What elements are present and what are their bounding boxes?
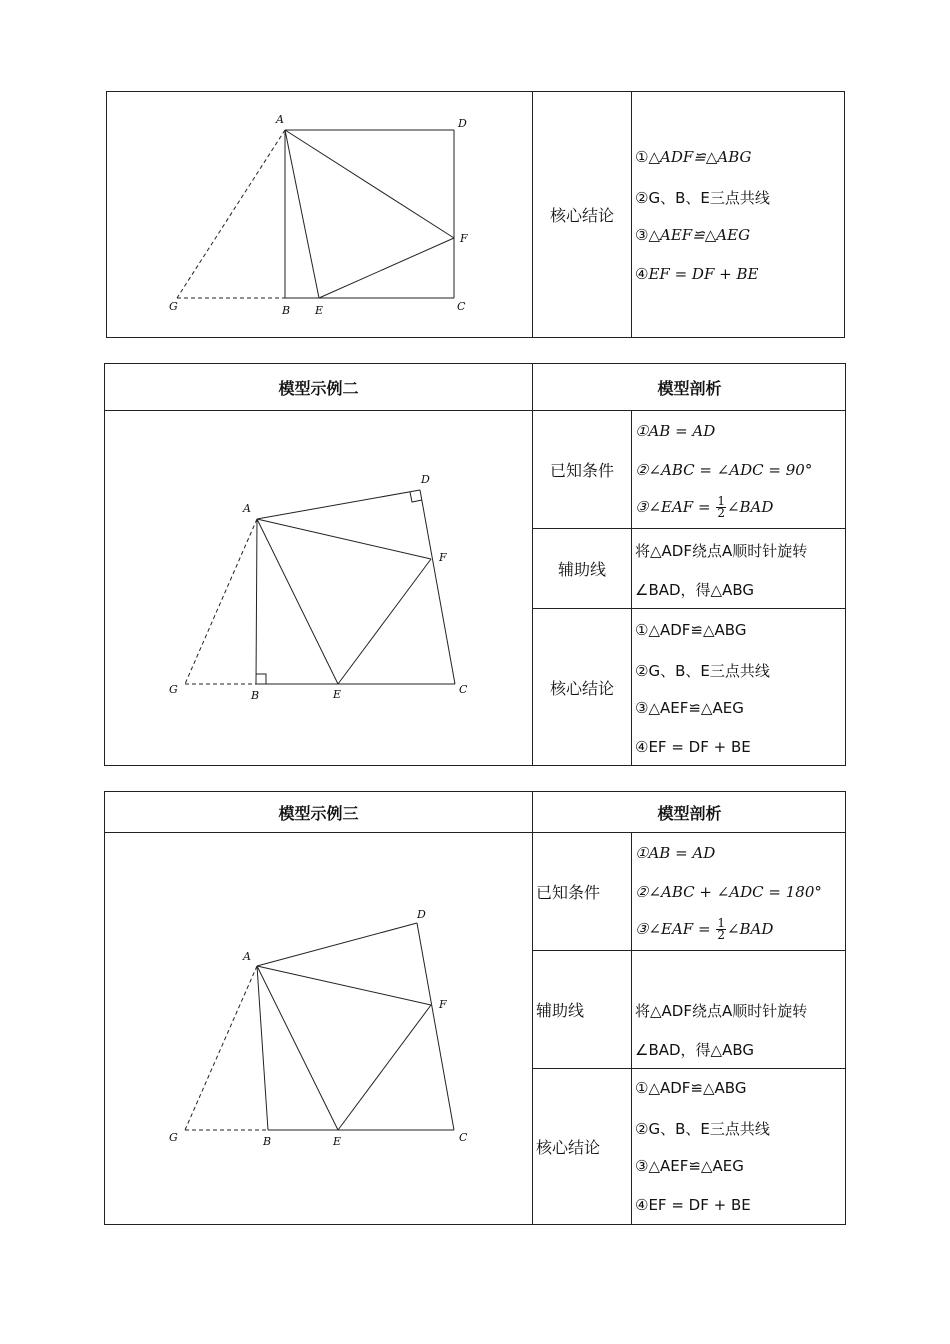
aux-label: 辅助线 <box>557 560 606 579</box>
table-3 <box>104 791 846 1225</box>
label-G: G <box>169 1131 178 1144</box>
aux-1: 将△ADF绕点A顺时针旋转 <box>635 1002 808 1020</box>
known-1: ①AB = AD <box>635 844 716 862</box>
known-label: 已知条件 <box>536 883 601 902</box>
label-A: A <box>243 950 251 963</box>
conclusion-label: 核心结论 <box>549 206 614 225</box>
aux-label: 辅助线 <box>536 1001 585 1020</box>
label-F: F <box>460 232 468 245</box>
known-3: ③∠EAF = $\frac{1}{2}$ ∠BAD <box>635 916 774 942</box>
label-C: C <box>459 683 468 696</box>
conclusion-3: ③△AEF≌△AEG <box>635 699 744 717</box>
known-list <box>635 411 845 528</box>
known-3: ③∠EAF = $\frac{1}{2}$ ∠BAD <box>635 494 774 520</box>
label-B: B <box>251 689 260 702</box>
conclusion-1: ①△ADF≌△ABG <box>635 621 747 639</box>
known-list <box>635 833 845 950</box>
label-C: C <box>457 300 466 313</box>
label-F: F <box>439 551 447 564</box>
conclusion-3: ③△AEF≌△AEG <box>635 1157 744 1175</box>
conclusion-4: ④EF = DF + BE <box>635 738 751 756</box>
conclusion-2: ②G、B、E三点共线 <box>635 1120 770 1138</box>
label-E: E <box>315 304 324 317</box>
diagram-right-angle-model <box>105 411 532 765</box>
label-A: A <box>276 113 284 126</box>
conclusion-list <box>635 609 845 765</box>
conclusion-label: 核心结论 <box>536 1138 601 1157</box>
conclusion-list <box>635 1069 845 1224</box>
label-B: B <box>282 304 291 317</box>
label-D: D <box>417 908 426 921</box>
aux-2: ∠BAD，得△ABG <box>635 1041 754 1059</box>
aux-1: 将△ADF绕点A顺时针旋转 <box>635 542 808 560</box>
conclusion-1: ①△ADF≌△ABG <box>635 148 752 166</box>
conclusion-list <box>635 92 845 337</box>
conclusion-4: ④EF = DF + BE <box>635 265 759 283</box>
conclusion-2: ②G、B、E三点共线 <box>635 662 770 680</box>
header-example: 模型示例二 <box>278 378 359 398</box>
conclusion-3: ③△AEF≌△AEG <box>635 226 751 244</box>
header-analysis: 模型剖析 <box>657 803 722 823</box>
label-G: G <box>169 300 178 313</box>
aux-list <box>635 951 845 1068</box>
label-E: E <box>333 688 342 701</box>
diagram-supplementary-model <box>105 833 532 1224</box>
aux-list <box>635 529 845 608</box>
label-F: F <box>439 998 447 1011</box>
label-A: A <box>243 502 251 515</box>
known-2: ②∠ABC = ∠ADC = 90° <box>635 461 813 479</box>
label-G: G <box>169 683 178 696</box>
label-C: C <box>459 1131 468 1144</box>
conclusion-label: 核心结论 <box>549 678 614 698</box>
conclusion-2: ②G、B、E三点共线 <box>635 189 770 207</box>
known-2: ②∠ABC + ∠ADC = 180° <box>635 883 822 901</box>
conclusion-4: ④EF = DF + BE <box>635 1196 751 1214</box>
known-label: 已知条件 <box>549 461 614 480</box>
table-1 <box>106 91 845 338</box>
label-E: E <box>333 1135 342 1148</box>
label-D: D <box>421 473 430 486</box>
header-analysis: 模型剖析 <box>657 378 722 398</box>
table-2 <box>104 363 846 766</box>
label-B: B <box>263 1135 272 1148</box>
header-example: 模型示例三 <box>278 803 359 823</box>
aux-2: ∠BAD，得△ABG <box>635 581 754 599</box>
diagram-square-model <box>107 92 532 339</box>
conclusion-1: ①△ADF≌△ABG <box>635 1079 747 1097</box>
label-D: D <box>458 117 467 130</box>
known-1: ①AB = AD <box>635 422 716 440</box>
